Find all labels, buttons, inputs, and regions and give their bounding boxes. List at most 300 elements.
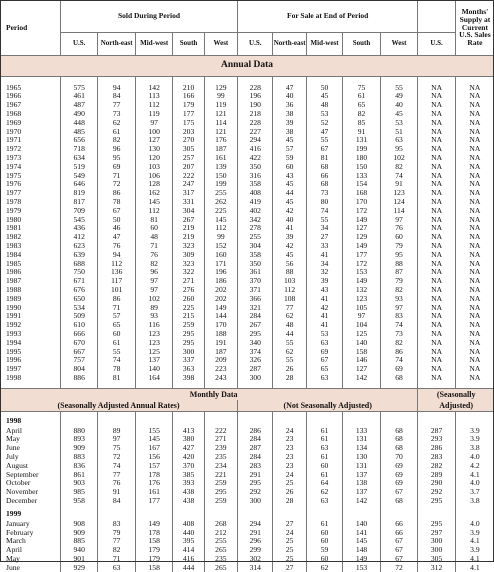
- value-cell: 225: [173, 303, 204, 312]
- value-cell: 438: [173, 496, 204, 505]
- value-cell: 67: [306, 356, 342, 365]
- value-cell: 93: [380, 294, 418, 303]
- col-midwest-2: Mid-west: [306, 33, 342, 56]
- value-cell: 24: [273, 426, 306, 435]
- value-cell: 291: [238, 528, 273, 537]
- value-cell: 40: [380, 101, 418, 110]
- col-west-2: West: [380, 33, 418, 56]
- value-cell: 880: [60, 426, 98, 435]
- value-cell: 671: [60, 277, 98, 286]
- value-cell: 414: [173, 546, 204, 555]
- value-cell: 45: [380, 109, 418, 118]
- value-cell: 144: [204, 312, 237, 321]
- value-cell: 108: [273, 294, 306, 303]
- value-cell: 40: [273, 92, 306, 101]
- value-cell: 412: [60, 233, 98, 242]
- value-cell: 44: [273, 329, 306, 338]
- value-cell: 24: [273, 528, 306, 537]
- value-cell: 74: [306, 206, 342, 215]
- value-cell: 4.2: [455, 461, 494, 470]
- value-cell: 82: [98, 136, 136, 145]
- value-cell: 312: [418, 563, 456, 572]
- value-cell: 363: [173, 365, 204, 374]
- value-cell: NA: [455, 92, 494, 101]
- value-cell: 74: [380, 321, 418, 330]
- value-cell: 300: [238, 373, 273, 382]
- value-cell: 152: [204, 241, 237, 250]
- value-cell: 164: [135, 373, 173, 382]
- period-cell: July: [6, 452, 19, 462]
- value-cell: 166: [173, 92, 204, 101]
- value-cell: 350: [238, 259, 273, 268]
- annual-section-title: Annual Data: [221, 60, 273, 71]
- value-cell: 670: [60, 338, 98, 347]
- value-cell: 575: [60, 83, 98, 92]
- value-cell: 287: [418, 426, 456, 435]
- seasonally-label-2: Adjusted): [418, 400, 494, 412]
- value-cell: 295: [418, 496, 456, 505]
- value-cell: 255: [204, 537, 237, 546]
- value-cell: 235: [204, 554, 237, 563]
- value-cell: 267: [173, 215, 204, 224]
- value-cell: 53: [380, 118, 418, 127]
- value-cell: 160: [204, 250, 237, 259]
- value-cell: NA: [455, 356, 494, 365]
- value-cell: 222: [204, 426, 237, 435]
- value-cell: 28: [273, 373, 306, 382]
- value-cell: 908: [60, 519, 98, 528]
- value-cell: 27: [306, 233, 342, 242]
- value-cell: 45: [273, 136, 306, 145]
- period-cell: 1987: [6, 276, 22, 286]
- value-cell: 228: [238, 118, 273, 127]
- value-cell: 985: [60, 488, 98, 497]
- value-cell: 133: [343, 426, 381, 435]
- value-cell: 161: [135, 488, 173, 497]
- value-cell: 235: [204, 452, 237, 461]
- value-cell: NA: [418, 206, 456, 215]
- value-cell: 131: [343, 461, 381, 470]
- value-cell: 3.8: [455, 496, 494, 505]
- value-cell: 95: [380, 145, 418, 154]
- value-cell: 436: [60, 224, 98, 233]
- value-cell: NA: [455, 321, 494, 330]
- value-cell: 284: [238, 435, 273, 444]
- value-cell: 295: [173, 329, 204, 338]
- not-seasonally-adjusted-label: (Not Seasonally Adjusted): [238, 400, 418, 412]
- value-cell: 127: [343, 224, 381, 233]
- value-cell: 76: [135, 250, 173, 259]
- value-cell: 68: [380, 444, 418, 453]
- value-cell: 78: [98, 365, 136, 374]
- value-cell: 55: [273, 356, 306, 365]
- value-cell: 63: [306, 373, 342, 382]
- value-cell: NA: [418, 294, 456, 303]
- value-cell: 77: [98, 470, 136, 479]
- value-cell: 39: [306, 277, 342, 286]
- value-cell: 42: [306, 303, 342, 312]
- value-cell: 305: [173, 145, 204, 154]
- value-cell: 295: [204, 488, 237, 497]
- value-cell: 73: [306, 189, 342, 198]
- value-cell: 48: [135, 233, 173, 242]
- value-cell: 60: [98, 329, 136, 338]
- value-cell: 130: [343, 452, 381, 461]
- value-cell: 24: [273, 470, 306, 479]
- value-cell: 639: [60, 250, 98, 259]
- value-cell: 67: [98, 206, 136, 215]
- value-cell: 128: [135, 180, 173, 189]
- value-cell: 45: [273, 180, 306, 189]
- value-cell: 886: [60, 373, 98, 382]
- value-cell: 48: [273, 321, 306, 330]
- value-cell: 909: [60, 444, 98, 453]
- value-cell: 262: [204, 197, 237, 206]
- value-cell: 91: [98, 488, 136, 497]
- value-cell: 167: [135, 444, 173, 453]
- value-cell: 46: [98, 224, 136, 233]
- value-cell: NA: [418, 145, 456, 154]
- value-cell: 284: [238, 312, 273, 321]
- period-cell: 1988: [6, 285, 22, 294]
- value-cell: NA: [455, 250, 494, 259]
- value-cell: NA: [455, 215, 494, 224]
- value-cell: 63: [306, 444, 342, 453]
- value-cell: 149: [204, 303, 237, 312]
- value-cell: 487: [60, 101, 98, 110]
- value-cell: NA: [455, 312, 494, 321]
- value-cell: 121: [204, 127, 237, 136]
- value-cell: 71: [135, 241, 173, 250]
- value-cell: 296: [238, 537, 273, 546]
- value-cell: 42: [273, 241, 306, 250]
- value-cell: 893: [60, 435, 98, 444]
- period-cell: November: [6, 487, 39, 497]
- value-cell: 836: [60, 461, 98, 470]
- value-cell: 142: [135, 83, 173, 92]
- period-cell: 1995: [6, 346, 22, 356]
- value-cell: 225: [204, 206, 237, 215]
- value-cell: 51: [380, 127, 418, 136]
- period-cell: 1986: [6, 267, 22, 277]
- period-cell: 1978: [6, 197, 22, 206]
- value-cell: NA: [455, 145, 494, 154]
- value-cell: 4.0: [455, 519, 494, 528]
- value-cell: 209: [204, 356, 237, 365]
- value-cell: 125: [343, 329, 381, 338]
- period-cell: 1981: [6, 223, 22, 233]
- value-cell: NA: [418, 153, 456, 162]
- value-cell: 86: [380, 347, 418, 356]
- value-cell: 176: [135, 479, 173, 488]
- period-cell: March: [6, 536, 26, 546]
- value-cell: 69: [380, 365, 418, 374]
- value-cell: 158: [343, 347, 381, 356]
- period-cell: 1979: [6, 206, 22, 215]
- value-cell: 228: [238, 83, 273, 92]
- value-cell: 68: [306, 162, 342, 171]
- value-cell: 81: [306, 153, 342, 162]
- period-cell: 1965: [6, 83, 22, 92]
- value-cell: 170: [343, 197, 381, 206]
- period-cell: 1971: [6, 135, 22, 145]
- period-cell: 1991: [6, 311, 22, 321]
- value-cell: 139: [204, 162, 237, 171]
- value-cell: 61: [98, 127, 136, 136]
- period-cell: 1970: [6, 126, 22, 136]
- value-cell: 149: [343, 277, 381, 286]
- value-cell: 646: [60, 180, 98, 189]
- value-cell: 59: [273, 153, 306, 162]
- value-cell: 60: [306, 461, 342, 470]
- value-cell: 370: [238, 277, 273, 286]
- value-cell: 123: [135, 338, 173, 347]
- value-cell: 191: [204, 338, 237, 347]
- value-cell: 300: [418, 546, 456, 555]
- value-cell: 141: [343, 528, 381, 537]
- value-cell: 290: [418, 479, 456, 488]
- value-cell: 59: [306, 546, 342, 555]
- value-cell: 40: [273, 215, 306, 224]
- value-cell: 4.0: [455, 452, 494, 461]
- value-cell: 44: [273, 189, 306, 198]
- value-cell: 3.8: [455, 444, 494, 453]
- value-cell: 267: [238, 321, 273, 330]
- value-cell: 416: [173, 554, 204, 563]
- value-cell: 4.1: [455, 470, 494, 479]
- value-cell: 149: [343, 215, 381, 224]
- value-cell: NA: [418, 268, 456, 277]
- value-cell: NA: [418, 356, 456, 365]
- value-cell: NA: [418, 109, 456, 118]
- value-cell: 69: [380, 461, 418, 470]
- value-cell: 123: [380, 189, 418, 198]
- period-cell: June: [6, 563, 20, 572]
- period-cell: 1980: [6, 214, 22, 224]
- value-cell: 62: [273, 312, 306, 321]
- value-cell: NA: [418, 224, 456, 233]
- value-cell: 260: [173, 294, 204, 303]
- value-cell: 74: [380, 171, 418, 180]
- value-cell: NA: [418, 162, 456, 171]
- period-cell: December: [6, 496, 38, 506]
- value-cell: 133: [343, 171, 381, 180]
- period-cell: 1977: [6, 188, 22, 198]
- value-cell: NA: [455, 277, 494, 286]
- value-cell: 187: [204, 145, 237, 154]
- value-cell: 67: [380, 537, 418, 546]
- value-cell: 78: [98, 197, 136, 206]
- value-cell: 422: [238, 153, 273, 162]
- value-cell: 155: [135, 426, 173, 435]
- period-cell: April: [6, 426, 23, 435]
- value-cell: 117: [98, 277, 136, 286]
- value-cell: 3.9: [455, 528, 494, 537]
- value-cell: 323: [173, 259, 204, 268]
- value-cell: 83: [98, 519, 136, 528]
- sold-group-header: Sold During Period: [60, 0, 237, 33]
- value-cell: 96: [98, 145, 136, 154]
- value-cell: 114: [204, 118, 237, 127]
- value-cell: 440: [173, 528, 204, 537]
- value-cell: 97: [343, 312, 381, 321]
- value-cell: 175: [173, 118, 204, 127]
- value-cell: 132: [343, 285, 381, 294]
- value-cell: NA: [418, 118, 456, 127]
- value-cell: 610: [60, 321, 98, 330]
- value-cell: 129: [343, 233, 381, 242]
- value-cell: 286: [238, 426, 273, 435]
- value-cell: 66: [306, 171, 342, 180]
- value-cell: 79: [380, 277, 418, 286]
- value-cell: 32: [306, 268, 342, 277]
- value-cell: 79: [98, 528, 136, 537]
- value-cell: 448: [60, 118, 98, 127]
- value-cell: 157: [135, 461, 173, 470]
- value-cell: 55: [98, 347, 136, 356]
- value-cell: 219: [173, 224, 204, 233]
- value-cell: 302: [238, 554, 273, 563]
- value-cell: 519: [60, 162, 98, 171]
- value-cell: NA: [455, 162, 494, 171]
- value-cell: 91: [380, 180, 418, 189]
- value-cell: 148: [343, 546, 381, 555]
- value-cell: 27: [273, 563, 306, 572]
- value-cell: 444: [173, 563, 204, 572]
- value-cell: 96: [135, 268, 173, 277]
- period-cell: 1989: [6, 294, 22, 303]
- value-cell: 39: [273, 233, 306, 242]
- monthly-row: [0, 563, 494, 572]
- value-cell: 41: [306, 321, 342, 330]
- value-cell: 74: [380, 356, 418, 365]
- value-cell: 210: [173, 83, 204, 92]
- value-cell: 61: [306, 519, 342, 528]
- value-cell: 171: [204, 259, 237, 268]
- value-cell: 286: [418, 444, 456, 453]
- value-cell: 66: [380, 519, 418, 528]
- value-cell: 26: [273, 488, 306, 497]
- value-cell: 61: [98, 338, 136, 347]
- value-cell: 131: [343, 136, 381, 145]
- value-cell: 69: [380, 479, 418, 488]
- value-cell: 47: [273, 83, 306, 92]
- value-cell: 289: [418, 470, 456, 479]
- value-cell: 112: [273, 285, 306, 294]
- value-cell: 95: [380, 250, 418, 259]
- value-cell: 243: [204, 373, 237, 382]
- value-cell: 278: [238, 224, 273, 233]
- value-cell: NA: [418, 197, 456, 206]
- value-cell: 929: [60, 563, 98, 572]
- value-cell: 97: [135, 118, 173, 127]
- value-cell: 150: [343, 162, 381, 171]
- value-cell: 97: [98, 435, 136, 444]
- value-cell: 140: [343, 338, 381, 347]
- value-cell: 291: [238, 470, 273, 479]
- value-cell: 314: [238, 563, 273, 572]
- value-cell: 39: [273, 118, 306, 127]
- value-cell: 124: [380, 197, 418, 206]
- value-cell: 136: [98, 268, 136, 277]
- period-cell: April: [6, 545, 23, 555]
- value-cell: 215: [173, 312, 204, 321]
- value-cell: 634: [60, 153, 98, 162]
- period-cell: 1998: [6, 373, 22, 382]
- value-cell: 97: [380, 303, 418, 312]
- value-cell: 99: [204, 92, 237, 101]
- value-cell: 380: [173, 435, 204, 444]
- value-cell: 3.9: [455, 435, 494, 444]
- value-cell: 4.1: [455, 563, 494, 572]
- col-south-2: South: [343, 33, 381, 56]
- value-cell: 25: [273, 537, 306, 546]
- col-us-3: U.S.: [418, 33, 456, 56]
- value-cell: NA: [418, 329, 456, 338]
- value-cell: NA: [455, 224, 494, 233]
- value-cell: 72: [98, 452, 136, 461]
- value-cell: NA: [455, 109, 494, 118]
- value-cell: 94: [98, 83, 136, 92]
- value-cell: 25: [273, 554, 306, 563]
- value-cell: 23: [273, 452, 306, 461]
- value-cell: 125: [135, 347, 173, 356]
- value-cell: 71: [98, 171, 136, 180]
- value-cell: 27: [273, 519, 306, 528]
- value-cell: NA: [418, 250, 456, 259]
- col-northeast: North-east: [98, 33, 136, 56]
- value-cell: 322: [173, 268, 204, 277]
- value-cell: 57: [273, 145, 306, 154]
- value-cell: 26: [273, 365, 306, 374]
- value-cell: 402: [238, 206, 273, 215]
- value-cell: 259: [204, 479, 237, 488]
- value-cell: 909: [60, 528, 98, 537]
- value-cell: 366: [238, 294, 273, 303]
- value-cell: NA: [455, 347, 494, 356]
- value-cell: 282: [418, 461, 456, 470]
- value-cell: NA: [455, 189, 494, 198]
- value-cell: 36: [273, 101, 306, 110]
- value-cell: 709: [60, 206, 98, 215]
- value-cell: 41: [306, 294, 342, 303]
- period-cell: February: [6, 528, 34, 537]
- value-cell: 176: [204, 136, 237, 145]
- value-cell: 259: [173, 321, 204, 330]
- value-cell: NA: [418, 277, 456, 286]
- value-cell: 84: [98, 496, 136, 505]
- period-cell: January: [6, 519, 30, 528]
- value-cell: 140: [343, 519, 381, 528]
- value-cell: 82: [380, 285, 418, 294]
- value-cell: 25: [273, 479, 306, 488]
- value-cell: 202: [204, 285, 237, 294]
- value-cell: 86: [98, 189, 136, 198]
- value-cell: 60: [306, 528, 342, 537]
- value-cell: 61: [306, 426, 342, 435]
- value-cell: 48: [306, 101, 342, 110]
- value-cell: 398: [173, 373, 204, 382]
- value-cell: 105: [343, 303, 381, 312]
- value-cell: 63: [98, 563, 136, 572]
- period-cell: 1994: [6, 338, 22, 347]
- value-cell: 666: [60, 329, 98, 338]
- value-cell: 199: [204, 180, 237, 189]
- value-cell: NA: [455, 118, 494, 127]
- value-cell: 297: [418, 528, 456, 537]
- value-cell: 271: [204, 435, 237, 444]
- value-cell: 41: [273, 224, 306, 233]
